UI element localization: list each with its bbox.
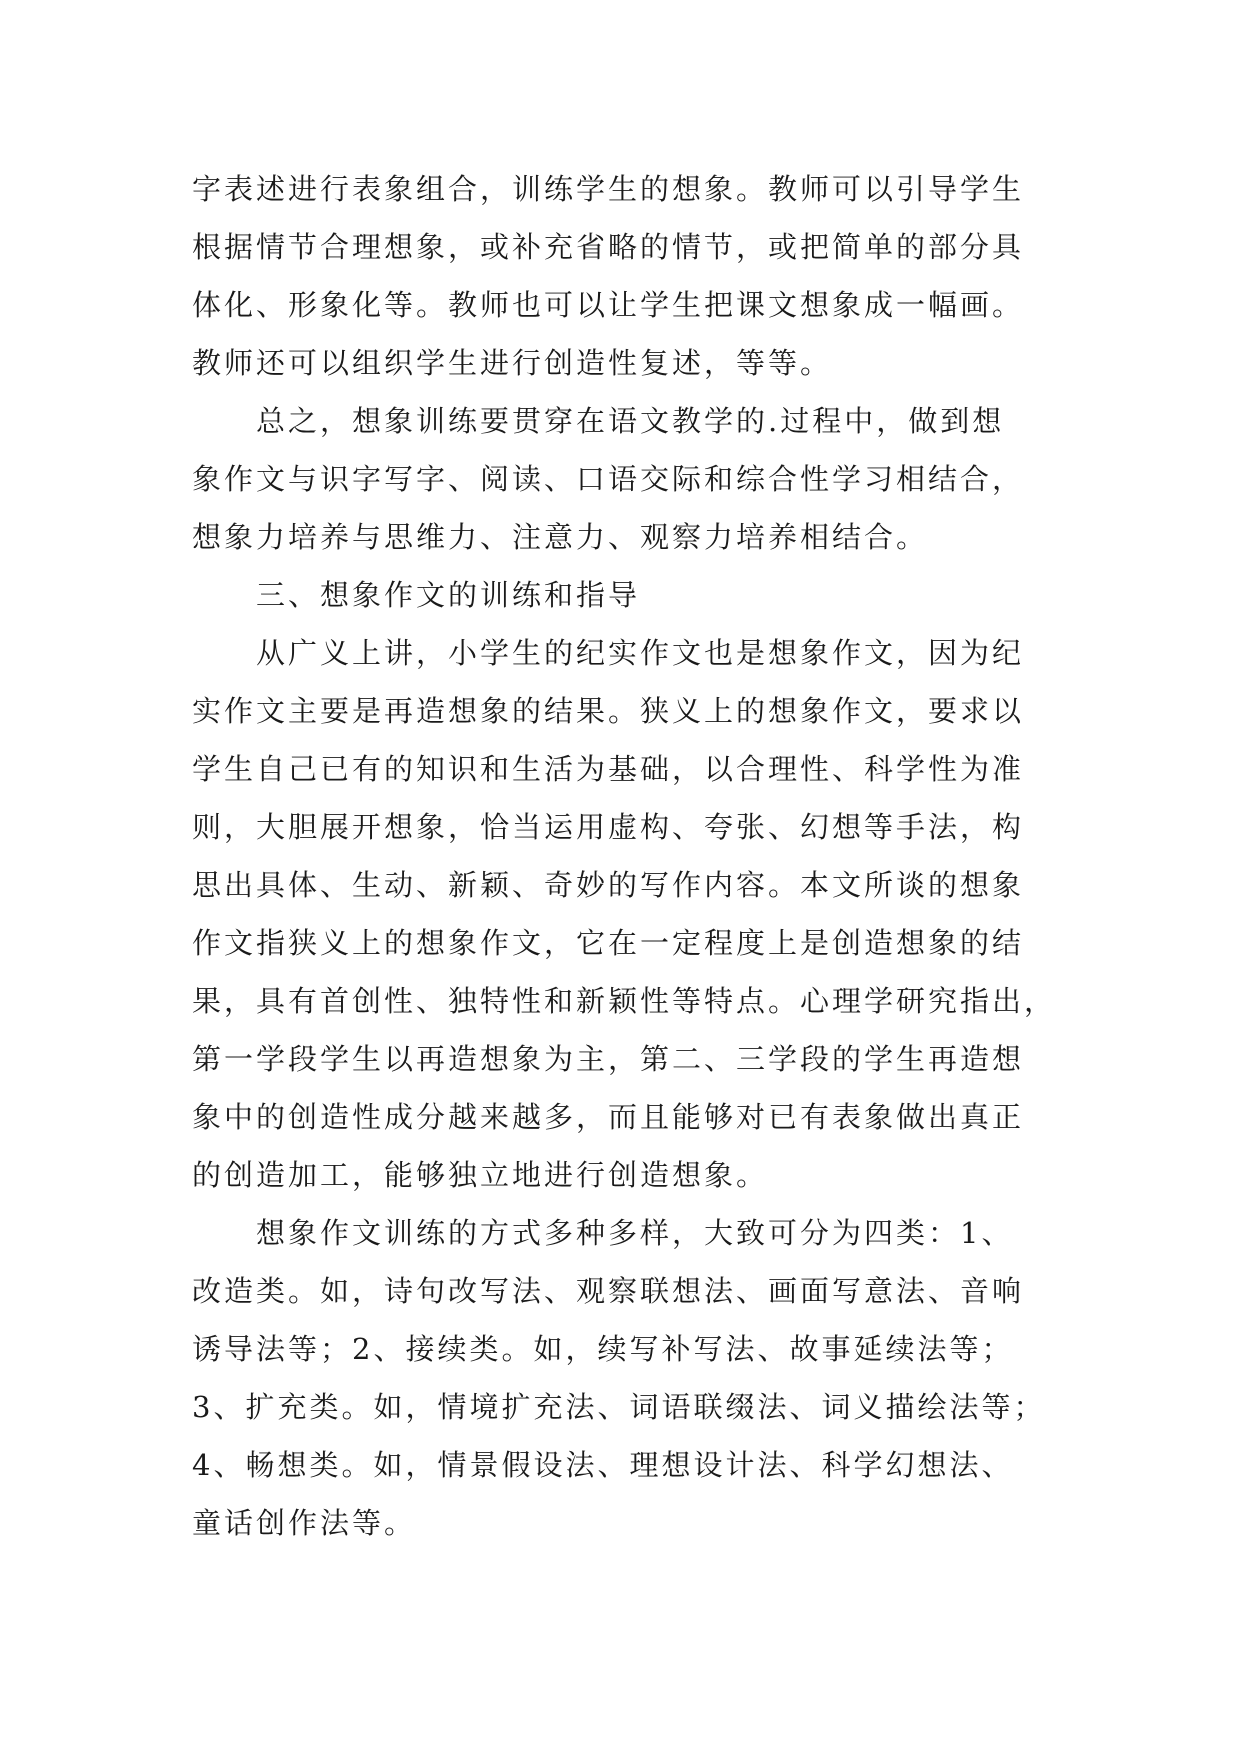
paragraph-first-line: 想象作文训练的方式多种多样，大致可分为四类：1、 xyxy=(256,1216,1014,1250)
section-heading: 三、想象作文的训练和指导 xyxy=(256,578,641,612)
text-line: 果，具有首创性、独特性和新颖性等特点。心理学研究指出， xyxy=(192,984,1057,1018)
text-line: 诱导法等；2、接续类。如，续写补写法、故事延续法等； xyxy=(192,1332,1014,1366)
text-line: 改造类。如，诗句改写法、观察联想法、画面写意法、音响 xyxy=(192,1274,1025,1308)
text-line: 想象力培养与思维力、注意力、观察力培养相结合。 xyxy=(192,520,929,554)
text-line: 思出具体、生动、新颖、奇妙的写作内容。本文所谈的想象 xyxy=(192,868,1025,902)
text-line: 学生自己已有的知识和生活为基础，以合理性、科学性为准 xyxy=(192,752,1025,786)
text-line: 体化、形象化等。教师也可以让学生把课文想象成一幅画。 xyxy=(192,288,1025,322)
text-line: 教师还可以组织学生进行创造性复述，等等。 xyxy=(192,346,833,380)
text-line: 童话创作法等。 xyxy=(192,1506,417,1540)
paragraph-first-line: 总之，想象训练要贯穿在语文教学的.过程中，做到想 xyxy=(256,404,1005,438)
text-line: 则，大胆展开想象，恰当运用虚构、夸张、幻想等手法，构 xyxy=(192,810,1025,844)
text-line: 3、扩充类。如，情境扩充法、词语联缀法、词义描绘法等； xyxy=(192,1390,1046,1424)
text-line: 4、畅想类。如，情景假设法、理想设计法、科学幻想法、 xyxy=(192,1448,1014,1482)
text-line: 第一学段学生以再造想象为主，第二、三学段的学生再造想 xyxy=(192,1042,1025,1076)
text-line: 实作文主要是再造想象的结果。狭义上的想象作文，要求以 xyxy=(192,694,1025,728)
text-line: 根据情节合理想象，或补充省略的情节，或把简单的部分具 xyxy=(192,230,1025,264)
text-line: 的创造加工，能够独立地进行创造想象。 xyxy=(192,1158,769,1192)
text-line: 作文指狭义上的想象作文，它在一定程度上是创造想象的结 xyxy=(192,926,1025,960)
paragraph-first-line: 从广义上讲，小学生的纪实作文也是想象作文，因为纪 xyxy=(256,636,1025,670)
text-line: 象中的创造性成分越来越多，而且能够对已有表象做出真正 xyxy=(192,1100,1025,1134)
text-line: 象作文与识字写字、阅读、口语交际和综合性学习相结合， xyxy=(192,462,1025,496)
text-line: 字表述进行表象组合，训练学生的想象。教师可以引导学生 xyxy=(192,172,1025,206)
body-text xyxy=(192,160,1062,1552)
